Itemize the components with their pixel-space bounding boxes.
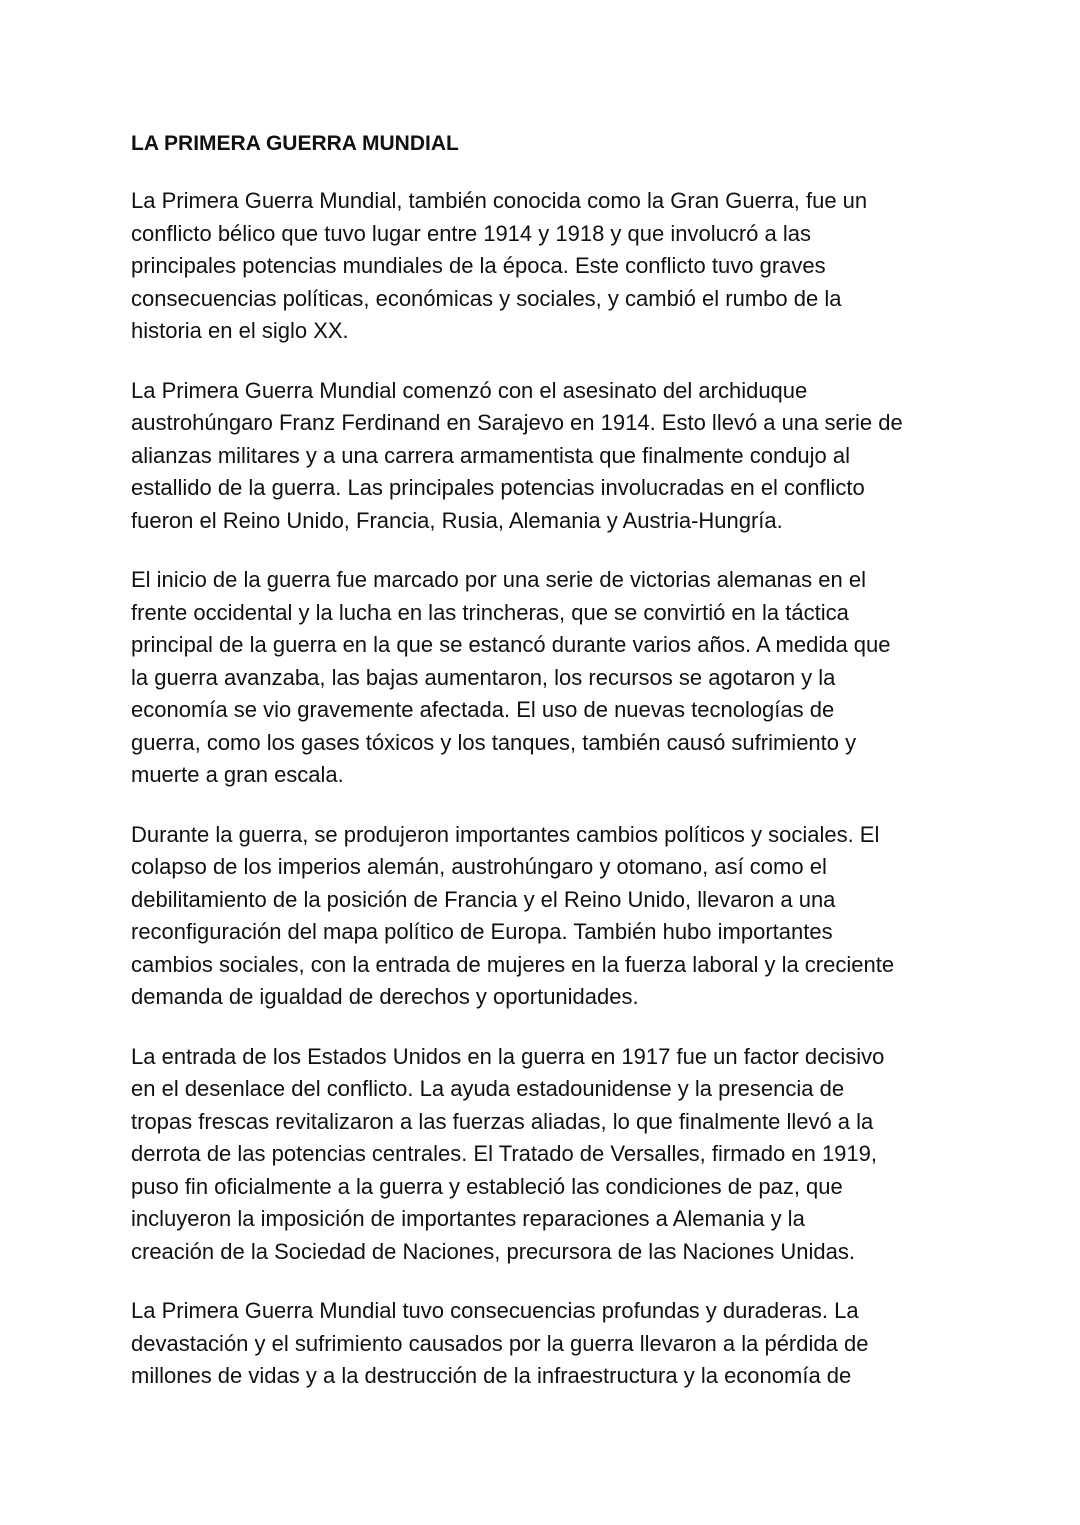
text-line: puso fin oficialmente a la guerra y estableció las condiciones de paz, que (131, 1173, 843, 1199)
text-line: cambios sociales, con la entrada de mujeres en la fuerza laboral y la creciente (131, 951, 895, 977)
text-line: La Primera Guerra Mundial, también conocida como la Gran Guerra, fue un (131, 188, 868, 213)
text-line: la guerra avanzaba, las bajas aumentaron, los recursos se agotaron y la (131, 664, 836, 690)
paragraph-1 (131, 185, 951, 348)
paragraph-4 (131, 819, 951, 1014)
text-line: debilitamiento de la posición de Francia y el Reino Unido, llevaron a una (131, 886, 836, 912)
text-line: creación de la Sociedad de Naciones, precursora de las Naciones Unidas. (131, 1238, 855, 1264)
text-line: demanda de igualdad de derechos y oportunidades. (131, 984, 639, 1009)
document-title: LA PRIMERA GUERRA MUNDIAL (131, 132, 459, 155)
text-line: La Primera Guerra Mundial comenzó con el asesinato del archiduque (131, 377, 808, 403)
text-line: historia en el siglo XX. (131, 318, 349, 343)
paragraph-6 (131, 1295, 951, 1393)
text-line: en el desenlace del conflicto. La ayuda estadounidense y la presencia de (131, 1076, 845, 1101)
text-line: devastación y el sufrimiento causados por la guerra llevaron a la pérdida de (131, 1330, 869, 1356)
text-line: estallido de la guerra. Las principales potencias involucradas en el conflicto (131, 475, 865, 500)
paragraph-2 (131, 375, 951, 538)
document-body (131, 128, 951, 1420)
text-line: guerra, como los gases tóxicos y los tanques, también causó sufrimiento y (131, 729, 857, 755)
text-line: incluyeron la imposición de importantes reparaciones a Alemania y la (131, 1206, 805, 1231)
text-line: derrota de las potencias centrales. El Tratado de Versalles, firmado en 1919, (131, 1141, 877, 1166)
text-line: economía se vio gravemente afectada. El uso de nuevas tecnologías de (131, 697, 835, 722)
text-line: austrohúngaro Franz Ferdinand en Sarajevo en 1914. Esto llevó a una serie de (131, 410, 903, 435)
paragraph-5 (131, 1041, 951, 1269)
text-line: consecuencias políticas, económicas y sociales, y cambió el rumbo de la (131, 285, 842, 311)
text-line: frente occidental y la lucha en las trincheras, que se convirtió en la táctica (131, 599, 849, 625)
paragraph-3 (131, 564, 951, 792)
text-line: La entrada de los Estados Unidos en la guerra en 1917 fue un factor decisivo (131, 1043, 885, 1069)
text-line: muerte a gran escala. (131, 762, 344, 787)
text-line: alianzas militares y a una carrera armamentista que finalmente condujo al (131, 442, 851, 468)
text-line: Durante la guerra, se produjeron importantes cambios políticos y sociales. El (131, 821, 880, 847)
text-line: principal de la guerra en la que se estancó durante varios años. A medida que (131, 632, 891, 657)
text-line: principales potencias mundiales de la época. Este conflicto tuvo graves (131, 253, 826, 278)
text-line: colapso de los imperios alemán, austrohúngaro y otomano, así como el (131, 854, 827, 879)
text-line: La Primera Guerra Mundial tuvo consecuencias profundas y duraderas. La (131, 1298, 859, 1323)
text-line: conflicto bélico que tuvo lugar entre 1914 y 1918 y que involucró a las (131, 220, 811, 246)
text-line: reconfiguración del mapa político de Europa. También hubo importantes (131, 919, 833, 944)
text-line: fueron el Reino Unido, Francia, Rusia, Alemania y Austria-Hungría. (131, 507, 783, 533)
text-line: El inicio de la guerra fue marcado por una serie de victorias alemanas en el (131, 567, 866, 592)
text-line: tropas frescas revitalizaron a las fuerzas aliadas, lo que finalmente llevó a la (131, 1108, 874, 1134)
text-line: millones de vidas y a la destrucción de la infraestructura y la economía de (131, 1363, 852, 1388)
